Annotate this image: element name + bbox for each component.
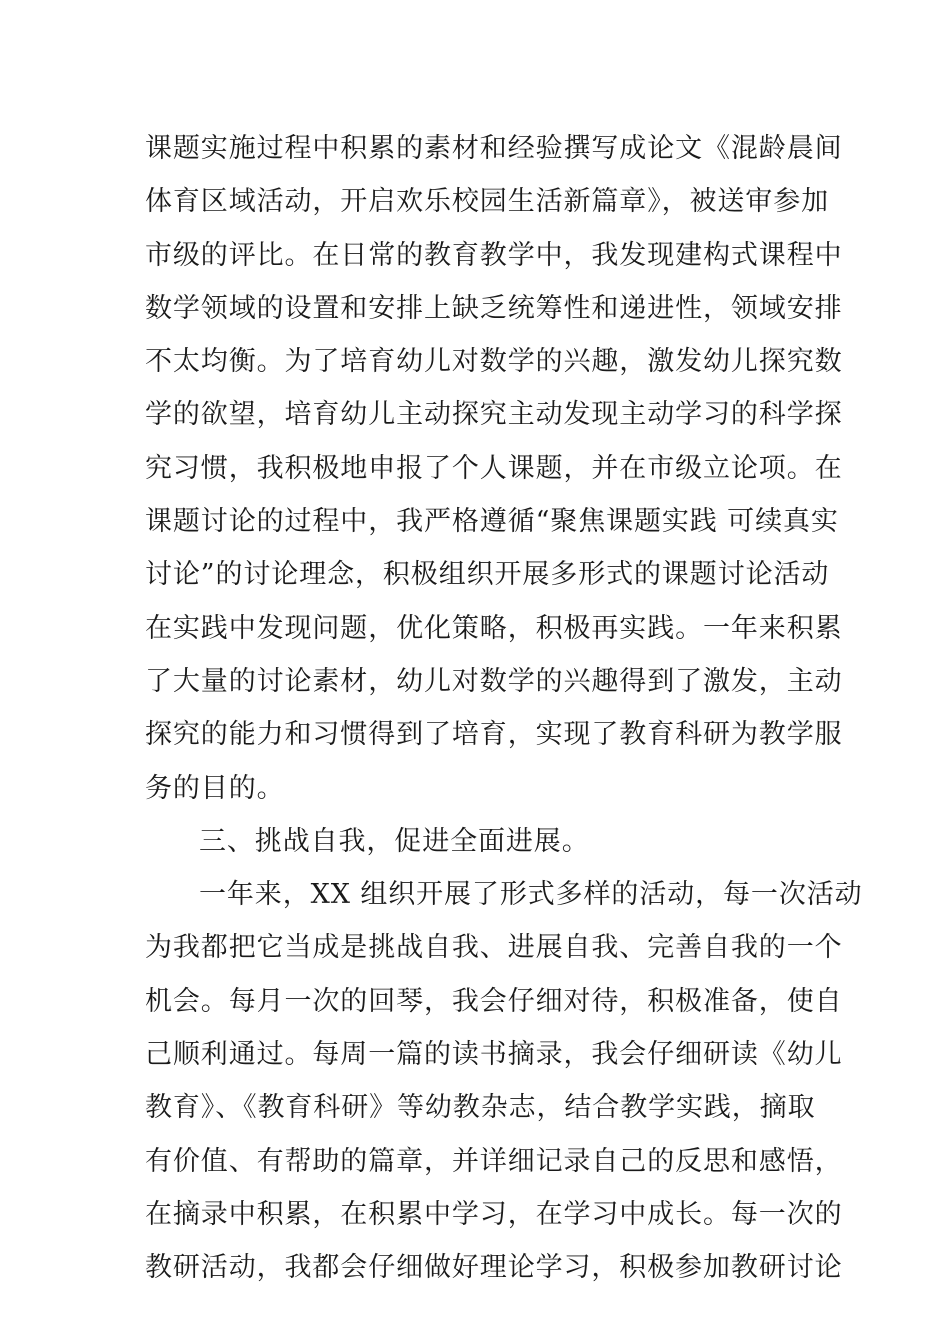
text-line: 数学领域的设置和安排上缺乏统筹性和递进性，领域安排 bbox=[145, 292, 843, 324]
document-body bbox=[145, 122, 863, 1295]
text-line: 机会。每月一次的回琴，我会仔细对待，积极准备，使自 bbox=[145, 985, 843, 1017]
text-line: 在摘录中积累，在积累中学习，在学习中成长。每一次的 bbox=[145, 1198, 843, 1230]
text-line: 了大量的讨论素材，幼儿对数学的兴趣得到了激发，主动 bbox=[145, 665, 843, 697]
text-line: 探究的能力和习惯得到了培育，实现了教育科研为教学服 bbox=[145, 719, 843, 751]
paragraph-self-challenge bbox=[145, 868, 863, 1294]
text-line: 不太均衡。为了培育幼儿对数学的兴趣，激发幼儿探究数 bbox=[145, 346, 843, 378]
text-line: 市级的评比。在日常的教育教学中，我发现建构式课程中 bbox=[145, 239, 843, 271]
text-line: 务的目的。 bbox=[145, 772, 285, 804]
text-line: 学的欲望，培育幼儿主动探究主动发现主动学习的科学探 bbox=[145, 399, 843, 431]
text-line: 课题讨论的过程中，我严格遵循“聚焦课题实践 可续真实 bbox=[145, 506, 839, 538]
text-line: 体育区域活动，开启欢乐校园生活新篇章》，被送审参加 bbox=[145, 186, 829, 218]
text-line: 课题实施过程中积累的素材和经验撰写成论文《混龄晨间 bbox=[145, 133, 843, 164]
text-line: 究习惯，我积极地申报了个人课题，并在市级立论项。在 bbox=[145, 452, 843, 484]
text-line: 己顺利通过。每周一篇的读书摘录，我会仔细研读《幼儿 bbox=[145, 1039, 843, 1071]
section-heading: 三、挑战自我，促进全面进展。 bbox=[199, 825, 590, 857]
text-line: 教研活动，我都会仔细做好理论学习，积极参加教研讨论 bbox=[145, 1252, 843, 1284]
text-line: 在实践中发现问题，优化策略，积极再实践。一年来积累 bbox=[145, 612, 843, 644]
text-line: 讨论”的讨论理念，积极组织开展多形式的课题讨论活动 bbox=[145, 559, 830, 591]
paragraph-research-project bbox=[145, 122, 843, 815]
text-line: 为我都把它当成是挑战自我、进展自我、完善自我的一个 bbox=[145, 932, 843, 964]
text-line: 有价值、有帮助的篇章，并详细记录自己的反思和感悟， bbox=[145, 1145, 843, 1177]
text-line: 教育》、《教育科研》等幼教杂志，结合教学实践，摘取 bbox=[145, 1092, 816, 1124]
text-line: 一年来，XX 组织开展了形式多样的活动，每一次活动 bbox=[199, 879, 863, 911]
